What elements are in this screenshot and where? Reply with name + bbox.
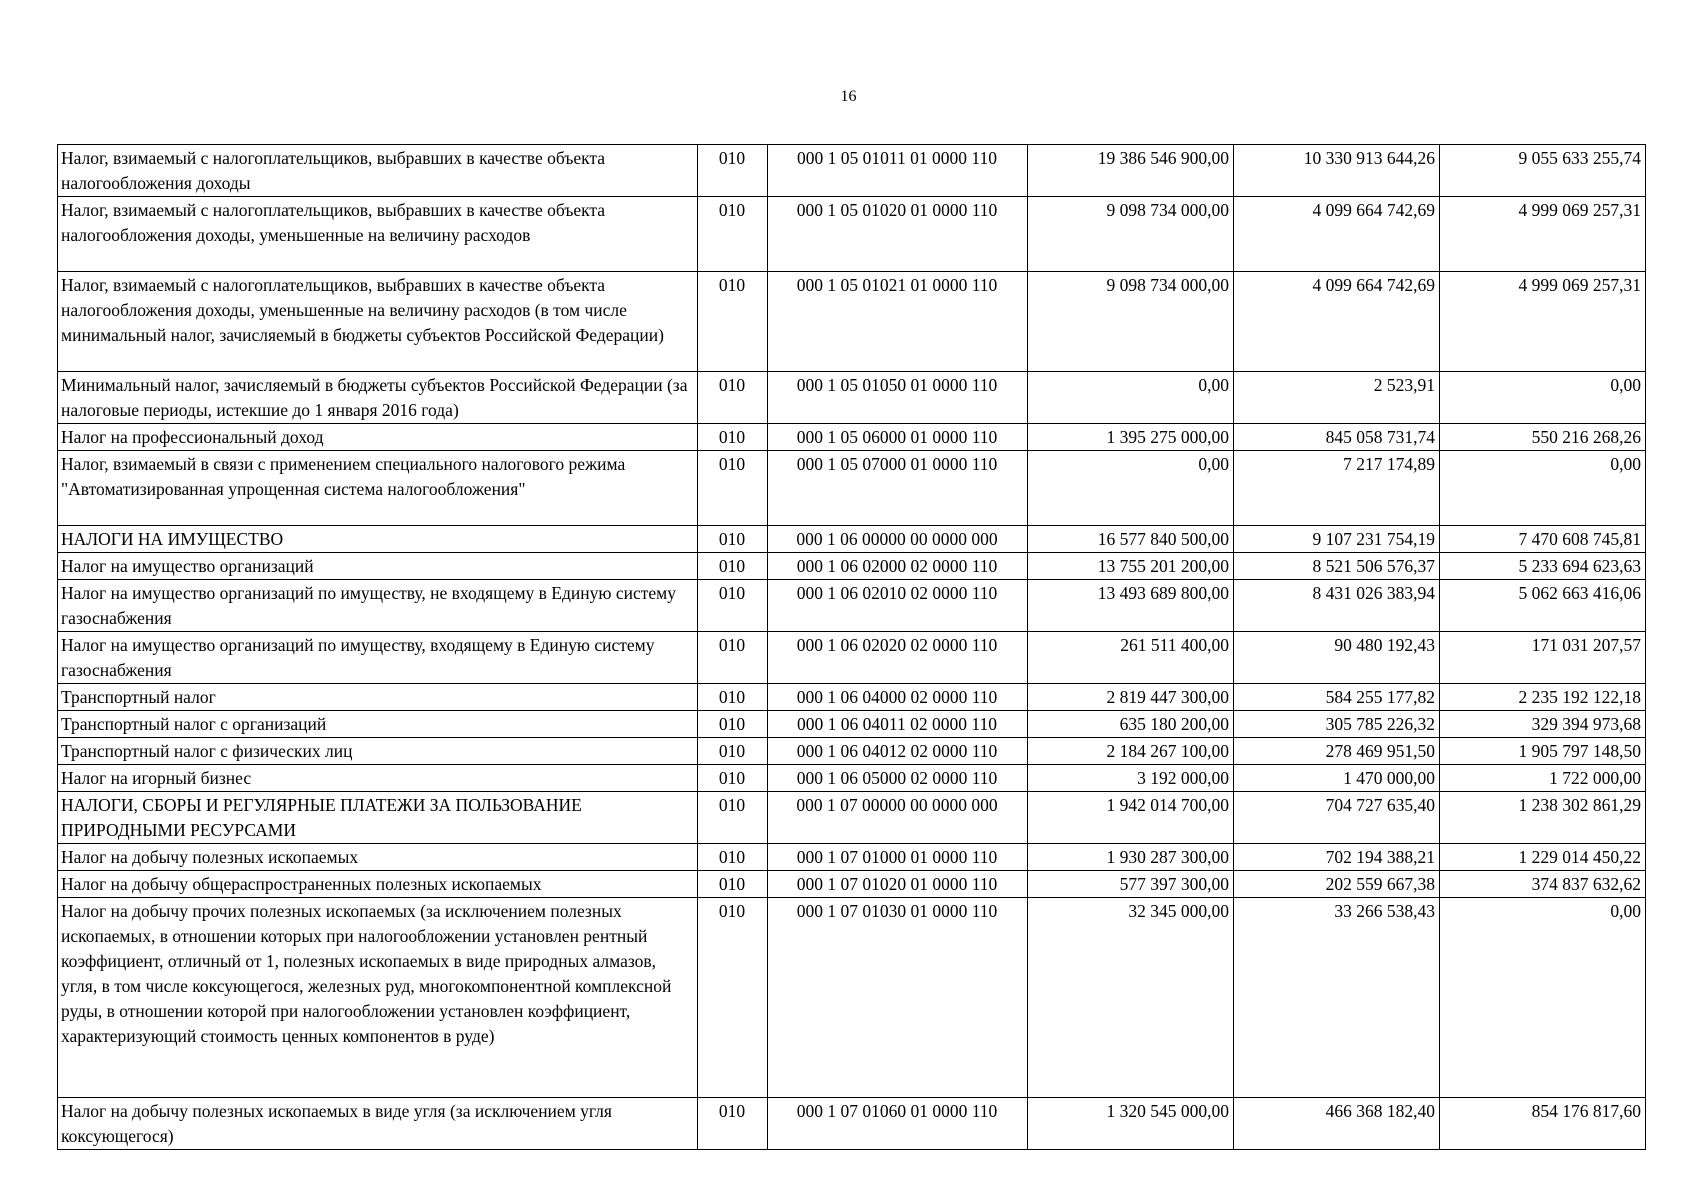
row-line-code-cell: 010 [698, 684, 768, 711]
table-row [58, 632, 1646, 684]
row-approved-amount-cell: 0,00 [1028, 451, 1234, 526]
row-budget-code-cell: 000 1 06 02010 02 0000 110 [768, 580, 1028, 632]
row-approved-amount-cell: 1 320 545 000,00 [1028, 1098, 1234, 1150]
row-name-cell: НАЛОГИ НА ИМУЩЕСТВО [58, 526, 698, 553]
row-remaining-amount-cell: 2 235 192 122,18 [1440, 684, 1646, 711]
row-remaining-amount-cell: 4 999 069 257,31 [1440, 197, 1646, 272]
row-executed-amount-cell: 4 099 664 742,69 [1234, 272, 1440, 372]
row-approved-amount-cell: 32 345 000,00 [1028, 898, 1234, 1098]
row-budget-code-cell: 000 1 07 01030 01 0000 110 [768, 898, 1028, 1098]
row-name-cell: Налог, взимаемый с налогоплательщиков, выбравших в качестве объекта налогообложения доходы [58, 145, 698, 197]
table-row [58, 272, 1646, 372]
row-executed-amount-cell: 1 470 000,00 [1234, 765, 1440, 792]
row-remaining-amount-cell: 1 905 797 148,50 [1440, 738, 1646, 765]
table-row [58, 451, 1646, 526]
row-approved-amount-cell: 1 395 275 000,00 [1028, 424, 1234, 451]
row-name-cell: Транспортный налог [58, 684, 698, 711]
table-row [58, 372, 1646, 424]
row-remaining-amount-cell: 9 055 633 255,74 [1440, 145, 1646, 197]
row-name-cell: Налог на добычу полезных ископаемых в виде угля (за исключением угля коксующегося) [58, 1098, 698, 1150]
row-approved-amount-cell: 261 511 400,00 [1028, 632, 1234, 684]
row-executed-amount-cell: 704 727 635,40 [1234, 792, 1440, 844]
table-row [58, 553, 1646, 580]
row-line-code-cell: 010 [698, 632, 768, 684]
row-approved-amount-cell: 13 493 689 800,00 [1028, 580, 1234, 632]
row-line-code-cell: 010 [698, 372, 768, 424]
row-remaining-amount-cell: 4 999 069 257,31 [1440, 272, 1646, 372]
row-remaining-amount-cell: 171 031 207,57 [1440, 632, 1646, 684]
table-row [58, 844, 1646, 871]
row-line-code-cell: 010 [698, 844, 768, 871]
table-row [58, 145, 1646, 197]
row-budget-code-cell: 000 1 06 05000 02 0000 110 [768, 765, 1028, 792]
row-budget-code-cell: 000 1 06 00000 00 0000 000 [768, 526, 1028, 553]
row-name-cell: Транспортный налог с организаций [58, 711, 698, 738]
row-executed-amount-cell: 10 330 913 644,26 [1234, 145, 1440, 197]
row-remaining-amount-cell: 0,00 [1440, 372, 1646, 424]
row-executed-amount-cell: 584 255 177,82 [1234, 684, 1440, 711]
row-line-code-cell: 010 [698, 145, 768, 197]
row-budget-code-cell: 000 1 05 01020 01 0000 110 [768, 197, 1028, 272]
row-remaining-amount-cell: 854 176 817,60 [1440, 1098, 1646, 1150]
row-budget-code-cell: 000 1 06 02020 02 0000 110 [768, 632, 1028, 684]
row-name-cell: Налог на профессиональный доход [58, 424, 698, 451]
table-row [58, 792, 1646, 844]
row-line-code-cell: 010 [698, 197, 768, 272]
row-budget-code-cell: 000 1 06 04000 02 0000 110 [768, 684, 1028, 711]
row-line-code-cell: 010 [698, 898, 768, 1098]
row-name-cell: Налог на имущество организаций [58, 553, 698, 580]
row-approved-amount-cell: 577 397 300,00 [1028, 871, 1234, 898]
row-executed-amount-cell: 8 521 506 576,37 [1234, 553, 1440, 580]
table-row [58, 526, 1646, 553]
row-name-cell: Налог, взимаемый в связи с применением специального налогового режима "Автоматизированная упрощенная система налогообложения" [58, 451, 698, 526]
row-executed-amount-cell: 202 559 667,38 [1234, 871, 1440, 898]
row-approved-amount-cell: 0,00 [1028, 372, 1234, 424]
row-line-code-cell: 010 [698, 1098, 768, 1150]
row-line-code-cell: 010 [698, 765, 768, 792]
table-row [58, 197, 1646, 272]
row-approved-amount-cell: 635 180 200,00 [1028, 711, 1234, 738]
row-name-cell: Налог на имущество организаций по имуществу, входящему в Единую систему газоснабжения [58, 632, 698, 684]
row-line-code-cell: 010 [698, 871, 768, 898]
row-budget-code-cell: 000 1 05 06000 01 0000 110 [768, 424, 1028, 451]
row-name-cell: Транспортный налог с физических лиц [58, 738, 698, 765]
row-name-cell: Налог, взимаемый с налогоплательщиков, выбравших в качестве объекта налогообложения доходы, уменьшенные на величину расходов [58, 197, 698, 272]
row-remaining-amount-cell: 5 062 663 416,06 [1440, 580, 1646, 632]
row-budget-code-cell: 000 1 06 04012 02 0000 110 [768, 738, 1028, 765]
row-approved-amount-cell: 1 942 014 700,00 [1028, 792, 1234, 844]
row-line-code-cell: 010 [698, 738, 768, 765]
row-approved-amount-cell: 9 098 734 000,00 [1028, 197, 1234, 272]
row-budget-code-cell: 000 1 06 02000 02 0000 110 [768, 553, 1028, 580]
row-executed-amount-cell: 4 099 664 742,69 [1234, 197, 1440, 272]
table-body [58, 145, 1646, 1150]
row-name-cell: Налог на имущество организаций по имуществу, не входящему в Единую систему газоснабжения [58, 580, 698, 632]
row-executed-amount-cell: 2 523,91 [1234, 372, 1440, 424]
row-remaining-amount-cell: 0,00 [1440, 451, 1646, 526]
row-budget-code-cell: 000 1 07 00000 00 0000 000 [768, 792, 1028, 844]
row-remaining-amount-cell: 5 233 694 623,63 [1440, 553, 1646, 580]
row-executed-amount-cell: 845 058 731,74 [1234, 424, 1440, 451]
row-name-cell: Налог на добычу общераспространенных полезных ископаемых [58, 871, 698, 898]
row-line-code-cell: 010 [698, 526, 768, 553]
row-remaining-amount-cell: 7 470 608 745,81 [1440, 526, 1646, 553]
table-row [58, 898, 1646, 1098]
row-budget-code-cell: 000 1 05 01021 01 0000 110 [768, 272, 1028, 372]
row-budget-code-cell: 000 1 05 07000 01 0000 110 [768, 451, 1028, 526]
row-remaining-amount-cell: 329 394 973,68 [1440, 711, 1646, 738]
row-executed-amount-cell: 8 431 026 383,94 [1234, 580, 1440, 632]
table-row [58, 684, 1646, 711]
table-row [58, 765, 1646, 792]
row-approved-amount-cell: 2 819 447 300,00 [1028, 684, 1234, 711]
row-remaining-amount-cell: 1 238 302 861,29 [1440, 792, 1646, 844]
row-name-cell: Минимальный налог, зачисляемый в бюджеты субъектов Российской Федерации (за налоговые периоды, истекшие до 1 января 2016 года) [58, 372, 698, 424]
row-remaining-amount-cell: 1 722 000,00 [1440, 765, 1646, 792]
row-executed-amount-cell: 7 217 174,89 [1234, 451, 1440, 526]
row-budget-code-cell: 000 1 05 01050 01 0000 110 [768, 372, 1028, 424]
row-approved-amount-cell: 19 386 546 900,00 [1028, 145, 1234, 197]
table-row [58, 711, 1646, 738]
row-name-cell: Налог на добычу полезных ископаемых [58, 844, 698, 871]
row-approved-amount-cell: 16 577 840 500,00 [1028, 526, 1234, 553]
row-name-cell: Налог, взимаемый с налогоплательщиков, выбравших в качестве объекта налогообложения доходы, уменьшенные на величину расходов (в том числе минимальный налог, зачисляемый в бюджеты субъектов Российской Федерации) [58, 272, 698, 372]
row-line-code-cell: 010 [698, 272, 768, 372]
row-executed-amount-cell: 305 785 226,32 [1234, 711, 1440, 738]
row-line-code-cell: 010 [698, 553, 768, 580]
table-row [58, 424, 1646, 451]
row-name-cell: Налог на игорный бизнес [58, 765, 698, 792]
page-number: 16 [840, 88, 857, 105]
row-line-code-cell: 010 [698, 424, 768, 451]
row-name-cell: Налог на добычу прочих полезных ископаемых (за исключением полезных ископаемых, в отношении которых при налогообложении установлен рентный коэффициент, отличный от 1, полезных ископаемых в виде природных алмазов, угля, в том числе коксующегося, железных руд, многокомпонентной комплексной руды, в отношении которой при налогообложении установлен коэффициент, характеризующий стоимость ценных компонентов в руде) [58, 898, 698, 1098]
row-line-code-cell: 010 [698, 580, 768, 632]
row-executed-amount-cell: 9 107 231 754,19 [1234, 526, 1440, 553]
row-remaining-amount-cell: 374 837 632,62 [1440, 871, 1646, 898]
row-approved-amount-cell: 9 098 734 000,00 [1028, 272, 1234, 372]
row-approved-amount-cell: 13 755 201 200,00 [1028, 553, 1234, 580]
row-budget-code-cell: 000 1 05 01011 01 0000 110 [768, 145, 1028, 197]
table-row [58, 738, 1646, 765]
row-budget-code-cell: 000 1 07 01020 01 0000 110 [768, 871, 1028, 898]
row-executed-amount-cell: 278 469 951,50 [1234, 738, 1440, 765]
row-executed-amount-cell: 466 368 182,40 [1234, 1098, 1440, 1150]
row-approved-amount-cell: 2 184 267 100,00 [1028, 738, 1234, 765]
row-remaining-amount-cell: 1 229 014 450,22 [1440, 844, 1646, 871]
row-budget-code-cell: 000 1 07 01060 01 0000 110 [768, 1098, 1028, 1150]
table-row [58, 871, 1646, 898]
row-executed-amount-cell: 702 194 388,21 [1234, 844, 1440, 871]
row-executed-amount-cell: 90 480 192,43 [1234, 632, 1440, 684]
row-budget-code-cell: 000 1 06 04011 02 0000 110 [768, 711, 1028, 738]
row-executed-amount-cell: 33 266 538,43 [1234, 898, 1440, 1098]
revenue-table [57, 144, 1646, 1150]
row-approved-amount-cell: 3 192 000,00 [1028, 765, 1234, 792]
row-name-cell: НАЛОГИ, СБОРЫ И РЕГУЛЯРНЫЕ ПЛАТЕЖИ ЗА ПОЛЬЗОВАНИЕ ПРИРОДНЫМИ РЕСУРСАМИ [58, 792, 698, 844]
row-remaining-amount-cell: 550 216 268,26 [1440, 424, 1646, 451]
table-row [58, 1098, 1646, 1150]
row-approved-amount-cell: 1 930 287 300,00 [1028, 844, 1234, 871]
row-line-code-cell: 010 [698, 711, 768, 738]
table-row [58, 580, 1646, 632]
row-line-code-cell: 010 [698, 451, 768, 526]
row-budget-code-cell: 000 1 07 01000 01 0000 110 [768, 844, 1028, 871]
row-remaining-amount-cell: 0,00 [1440, 898, 1646, 1098]
row-line-code-cell: 010 [698, 792, 768, 844]
